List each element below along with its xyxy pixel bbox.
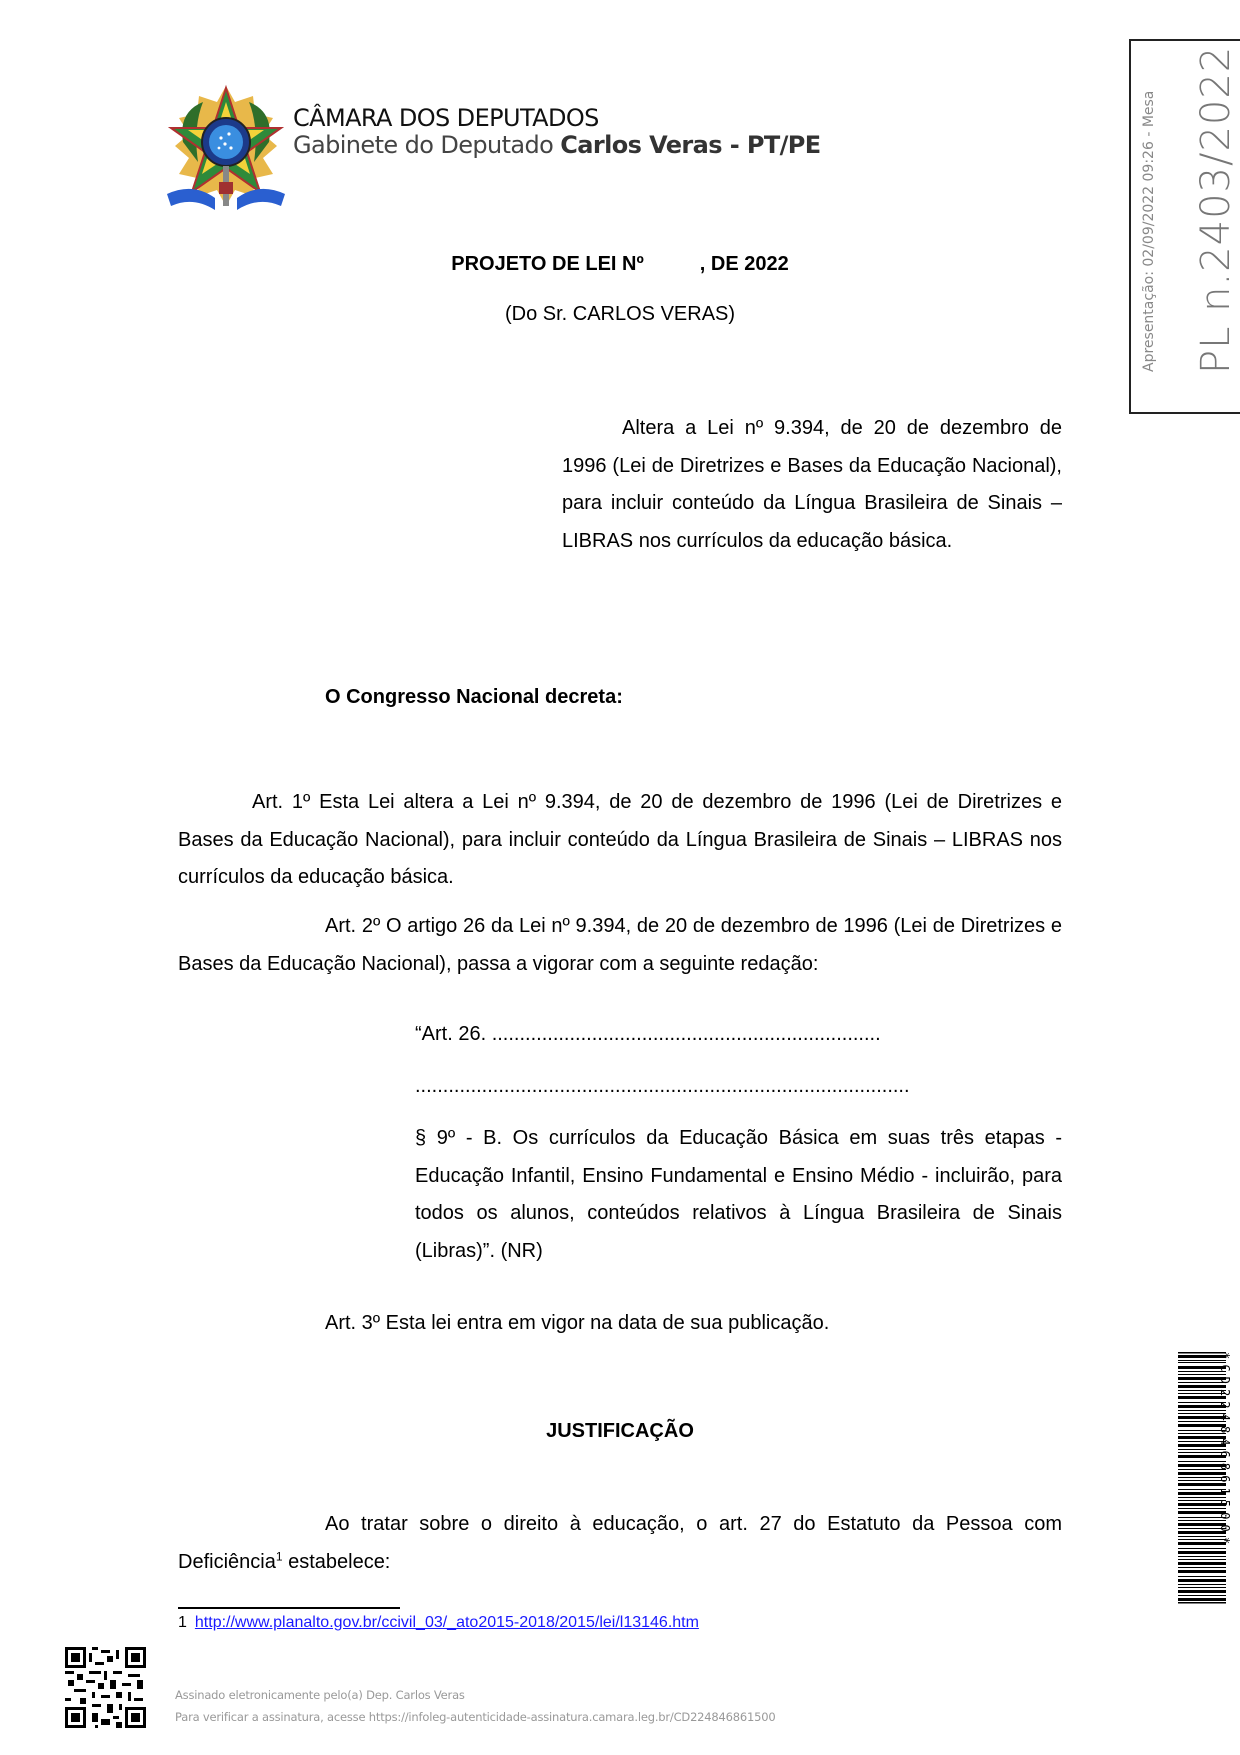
footnote-divider [178,1607,400,1609]
article-2 [178,908,1062,983]
footnote-marker[interactable]: 1 [275,1548,283,1563]
justification-intro: Ao tratar sobre o direito à educação, o art. 27 do Estatuto da Pessoa com Deficiência [178,1513,1062,1573]
verification-line: Para verificar a assinatura, acesse https://infoleg-autenticidade-assinatura.camara.leg.br/CD224846861500 [175,1710,776,1724]
quoted-article-26: “Art. 26. ...................................................................... [415,1023,881,1045]
title-right: , DE 2022 [699,253,789,275]
institution-name: CÂMARA DOS DEPUTADOS [293,104,599,132]
party-label: - PT/PE [721,131,821,159]
decree-line: O Congresso Nacional decreta: [325,686,623,708]
quoted-paragraph-text: § 9º - B. Os currículos da Educação Básica em suas três etapas - Educação Infantil, Ensino Fundamental e Ensino Médio - incluirão, para todos os alunos, conteúdos relativos à Língua Brasileira de Sinais (Libras)”. (NR) [415,1127,1062,1262]
article-1-text: Art. 1º Esta Lei altera a Lei nº 9.394, de 20 de dezembro de 1996 (Lei de Diretrizes e Bases da Educação Nacional), para incluir conteúdo da Língua Brasileira de Sinais – LIBRAS nos currículos da educação básica. [178,791,1062,889]
ementa-text: Altera a Lei nº 9.394, de 20 de dezembro de 1996 (Lei de Diretrizes e Bases da Educação Nacional), para incluir conteúdo da Língua Brasileira de Sinais – LIBRAS nos currículos da educação básica. [562,417,1062,552]
justification-paragraph [178,1506,1062,1581]
article-3: Art. 3º Esta lei entra em vigor na data de sua publicação. [325,1312,830,1334]
title-left: PROJETO DE LEI Nº [451,253,644,275]
article-2-text: Art. 2º O artigo 26 da Lei nº 9.394, de 20 de dezembro de 1996 (Lei de Diretrizes e Bases da Educação Nacional), passa a vigorar com a seguinte redação: [178,915,1062,975]
protocol-stamp [1129,39,1240,414]
signature-line: Assinado eletronicamente pelo(a) Dep. Carlos Veras [175,1688,465,1702]
coat-of-arms-icon [163,82,289,218]
quoted-paragraph [415,1120,1062,1270]
deputy-name: Carlos Veras [560,131,722,159]
document-title [0,253,1240,276]
office-prefix: Gabinete do Deputado [293,131,561,159]
article-1 [178,784,1062,897]
author-line: (Do Sr. CARLOS VERAS) [504,303,736,325]
ementa [562,410,1062,560]
bill-number: PL n.2403/2022 [1193,45,1239,374]
justification-title: JUSTIFICAÇÃO [546,1420,694,1442]
quoted-ellipsis: ......................................................................................... [415,1075,910,1097]
footnote-number: 1 [178,1614,187,1631]
qr-code-icon[interactable] [65,1647,146,1728]
footnote [178,1614,699,1632]
presentation-date: Apresentação: 02/09/2022 09:26 - Mesa [1141,90,1157,372]
justification-tail: estabelece: [282,1550,391,1573]
office-line [293,131,821,159]
footnote-link[interactable]: http://www.planalto.gov.br/ccivil_03/_ato2015-2018/2015/lei/l13146.htm [194,1614,699,1631]
barcode-text: *CD224846861500* [1218,1352,1232,1550]
